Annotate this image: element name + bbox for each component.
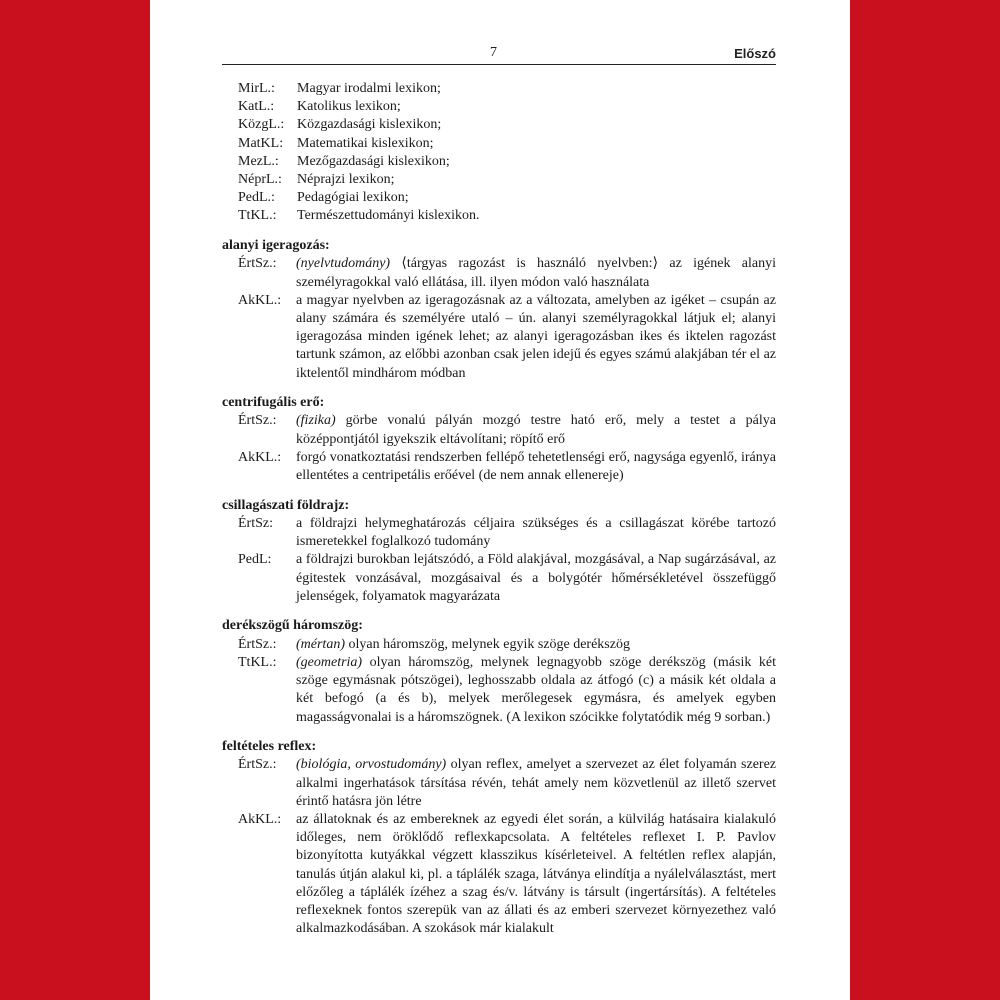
definition-text xyxy=(296,449,776,485)
abbreviation-expansion: Mezőgazdasági kislexikon; xyxy=(297,153,450,169)
definition-body: olyan háromszög, melynek egyik szöge derékszög xyxy=(348,636,630,652)
abbreviation: TtKL.: xyxy=(238,208,277,224)
entry-term: feltételes reflex: xyxy=(222,739,317,755)
definition-text xyxy=(296,811,776,938)
abbreviation-row xyxy=(222,153,776,171)
page-header xyxy=(222,44,776,65)
definition-body: a földrajzi burokban lejátszódó, a Föld alakjával, mozgásával, a Nap sugárzásával, az égitestek vonzásával, mozgásaival és a bolygótér hőmérsékletével összefüggő jelenségek, folyamatok magyarázata xyxy=(296,552,776,604)
entry-term: csillagászati földrajz: xyxy=(222,497,350,513)
definition-text xyxy=(296,636,776,654)
entry-definition xyxy=(222,654,776,727)
dictionary-entry xyxy=(222,617,776,726)
definition-source: ÉrtSz.: xyxy=(238,413,277,429)
definition-source: ÉrtSz.: xyxy=(238,636,277,652)
entry-term: alanyi igeragozás: xyxy=(222,238,330,254)
definition-source: PedL: xyxy=(238,552,272,568)
abbreviation-row xyxy=(222,207,776,225)
abbreviation-expansion: Magyar irodalmi lexikon; xyxy=(297,81,441,96)
entry-term: derékszögű háromszög: xyxy=(222,618,363,634)
abbreviation: NéprL.: xyxy=(238,172,282,188)
definition-source: ÉrtSz.: xyxy=(238,757,277,773)
definition-body: az állatoknak és az embereknek az egyedi élet során, a külvilág hatásaira kialakuló időleges, nem öröklődő reflexkapcsolata. A feltételes reflexet I. P. Pavlov bizonyította kutyákkal végzett klasszikus kísérleteivel. A feltétlen reflex alapján, tanulás útján alakul ki, pl. a táplálék szaga, látványa elindítja a nyálelválasztást, mert előzőleg a táplálék ízéhez a szag és/v. látvány is társult (ingertársítás). A feltételes reflexeknek fontos szerepük van az állati és az emberi szervezet környezethez való alkalmazkodásában. A szokások már kialakult xyxy=(296,812,776,937)
definition-text xyxy=(296,292,776,383)
abbreviation: PedL.: xyxy=(238,190,275,206)
entry-definition xyxy=(222,636,776,654)
definition-text xyxy=(296,551,776,606)
abbreviation-expansion: Természettudományi kislexikon. xyxy=(297,208,480,224)
entry-definition xyxy=(222,515,776,551)
entry-definition xyxy=(222,756,776,811)
definition-text xyxy=(296,412,776,448)
abbreviation-row xyxy=(222,135,776,153)
definition-source: AkKL.: xyxy=(238,449,282,465)
dictionary-entry xyxy=(222,237,776,383)
document-page xyxy=(150,0,850,1000)
definition-field: (fizika) xyxy=(296,413,336,429)
definition-body: görbe vonalú pályán mozgó testre ható erő, mely a testet a pálya középpontjától igyekszik eltávolítani; röpítő erő xyxy=(296,413,776,447)
definition-text xyxy=(296,255,776,291)
dictionary-entry xyxy=(222,394,776,485)
definition-text xyxy=(296,515,776,551)
entry-definition xyxy=(222,412,776,448)
entry-definition xyxy=(222,255,776,291)
dictionary-entry xyxy=(222,738,776,938)
abbreviation: MezL.: xyxy=(238,153,279,169)
abbreviation-row xyxy=(222,80,776,98)
entry-list xyxy=(222,237,776,938)
definition-field: (mértan) xyxy=(296,636,345,652)
abbreviation-list xyxy=(222,80,776,226)
abbreviation: MatKL: xyxy=(238,135,284,151)
definition-body: olyan reflex, amelyet a szervezet az élet folyamán szerez alkalmi ingerhatások társítása révén, tehát amely nem közvetlenül az illető szervet érintő hatásra jön létre xyxy=(296,757,777,809)
definition-field: (geometria) xyxy=(296,654,363,670)
definition-body: a magyar nyelvben az igeragozásnak az a változata, amelyben az igéket – csupán az alany számára és személyére utaló – ún. alanyi személyragokkal látjuk el; alanyi igeragozása minden igének lehet; az alanyi igeragozásban ikes és iktelen ragozást tartunk számon, az előbbi azonban csak jelen idejű és egyes számú alakjában tér el az iktelentől mindhárom módban xyxy=(296,292,776,381)
page-number: 7 xyxy=(490,45,497,60)
definition-text xyxy=(296,654,776,727)
entry-definition xyxy=(222,449,776,485)
definition-body: ⟨tárgyas ragozást is használó nyelvben:⟩ az igének alanyi személyragokkal való ellátása, ill. ilyen módon való használata xyxy=(296,256,777,290)
abbreviation-expansion: Pedagógiai lexikon; xyxy=(297,190,409,206)
entry-definition xyxy=(222,551,776,606)
definition-source: ÉrtSz: xyxy=(238,515,273,531)
definition-field: (biológia, orvostudomány) xyxy=(296,757,447,773)
abbreviation-row xyxy=(222,98,776,116)
definition-text xyxy=(296,756,776,811)
definition-source: TtKL.: xyxy=(238,654,277,670)
abbreviation-expansion: Katolikus lexikon; xyxy=(297,99,401,115)
abbreviation-expansion: Közgazdasági kislexikon; xyxy=(297,117,442,133)
entry-definition xyxy=(222,811,776,938)
definition-source: AkKL.: xyxy=(238,812,282,828)
definition-body: olyan háromszög, melynek legnagyobb szöge derékszög (másik két szöge egymásnak pótszögei), leghosszabb oldala az átfogó (c) a másik két oldala a két befogó (a és b), melyek merőlegesek egymásra, és amelyek egyben magasságvonalai is a háromszögnek. (A lexikon szócikke folytatódik még 9 sorban.) xyxy=(296,654,777,725)
definition-body: a földrajzi helymeghatározás céljaira szükséges és a csillagászat körébe tartozó ismeretekkel foglalkozó tudomány xyxy=(296,515,776,550)
entry-definition xyxy=(222,292,776,383)
definition-source: ÉrtSz.: xyxy=(238,256,277,272)
abbreviation-row xyxy=(222,189,776,207)
page-content xyxy=(222,80,776,938)
abbreviation-expansion: Néprajzi lexikon; xyxy=(297,172,395,188)
definition-source: AkKL.: xyxy=(238,292,282,308)
dictionary-entry xyxy=(222,497,776,606)
definition-field: (nyelvtudomány) xyxy=(296,256,391,272)
abbreviation: KözgL.: xyxy=(238,117,285,133)
section-title: Előszó xyxy=(734,46,776,61)
definition-body: forgó vonatkoztatási rendszerben fellépő tehetetlenségi erő, nagysága egyenlő, iránya ellentétes a centripetális erőével (de nem annak ellenereje) xyxy=(296,449,776,484)
abbreviation-row xyxy=(222,116,776,134)
abbreviation-row xyxy=(222,171,776,189)
entry-term: centrifugális erő: xyxy=(222,395,325,411)
abbreviation-expansion: Matematikai kislexikon; xyxy=(297,135,434,151)
abbreviation: MirL.: xyxy=(238,81,275,96)
abbreviation: KatL.: xyxy=(238,99,275,115)
